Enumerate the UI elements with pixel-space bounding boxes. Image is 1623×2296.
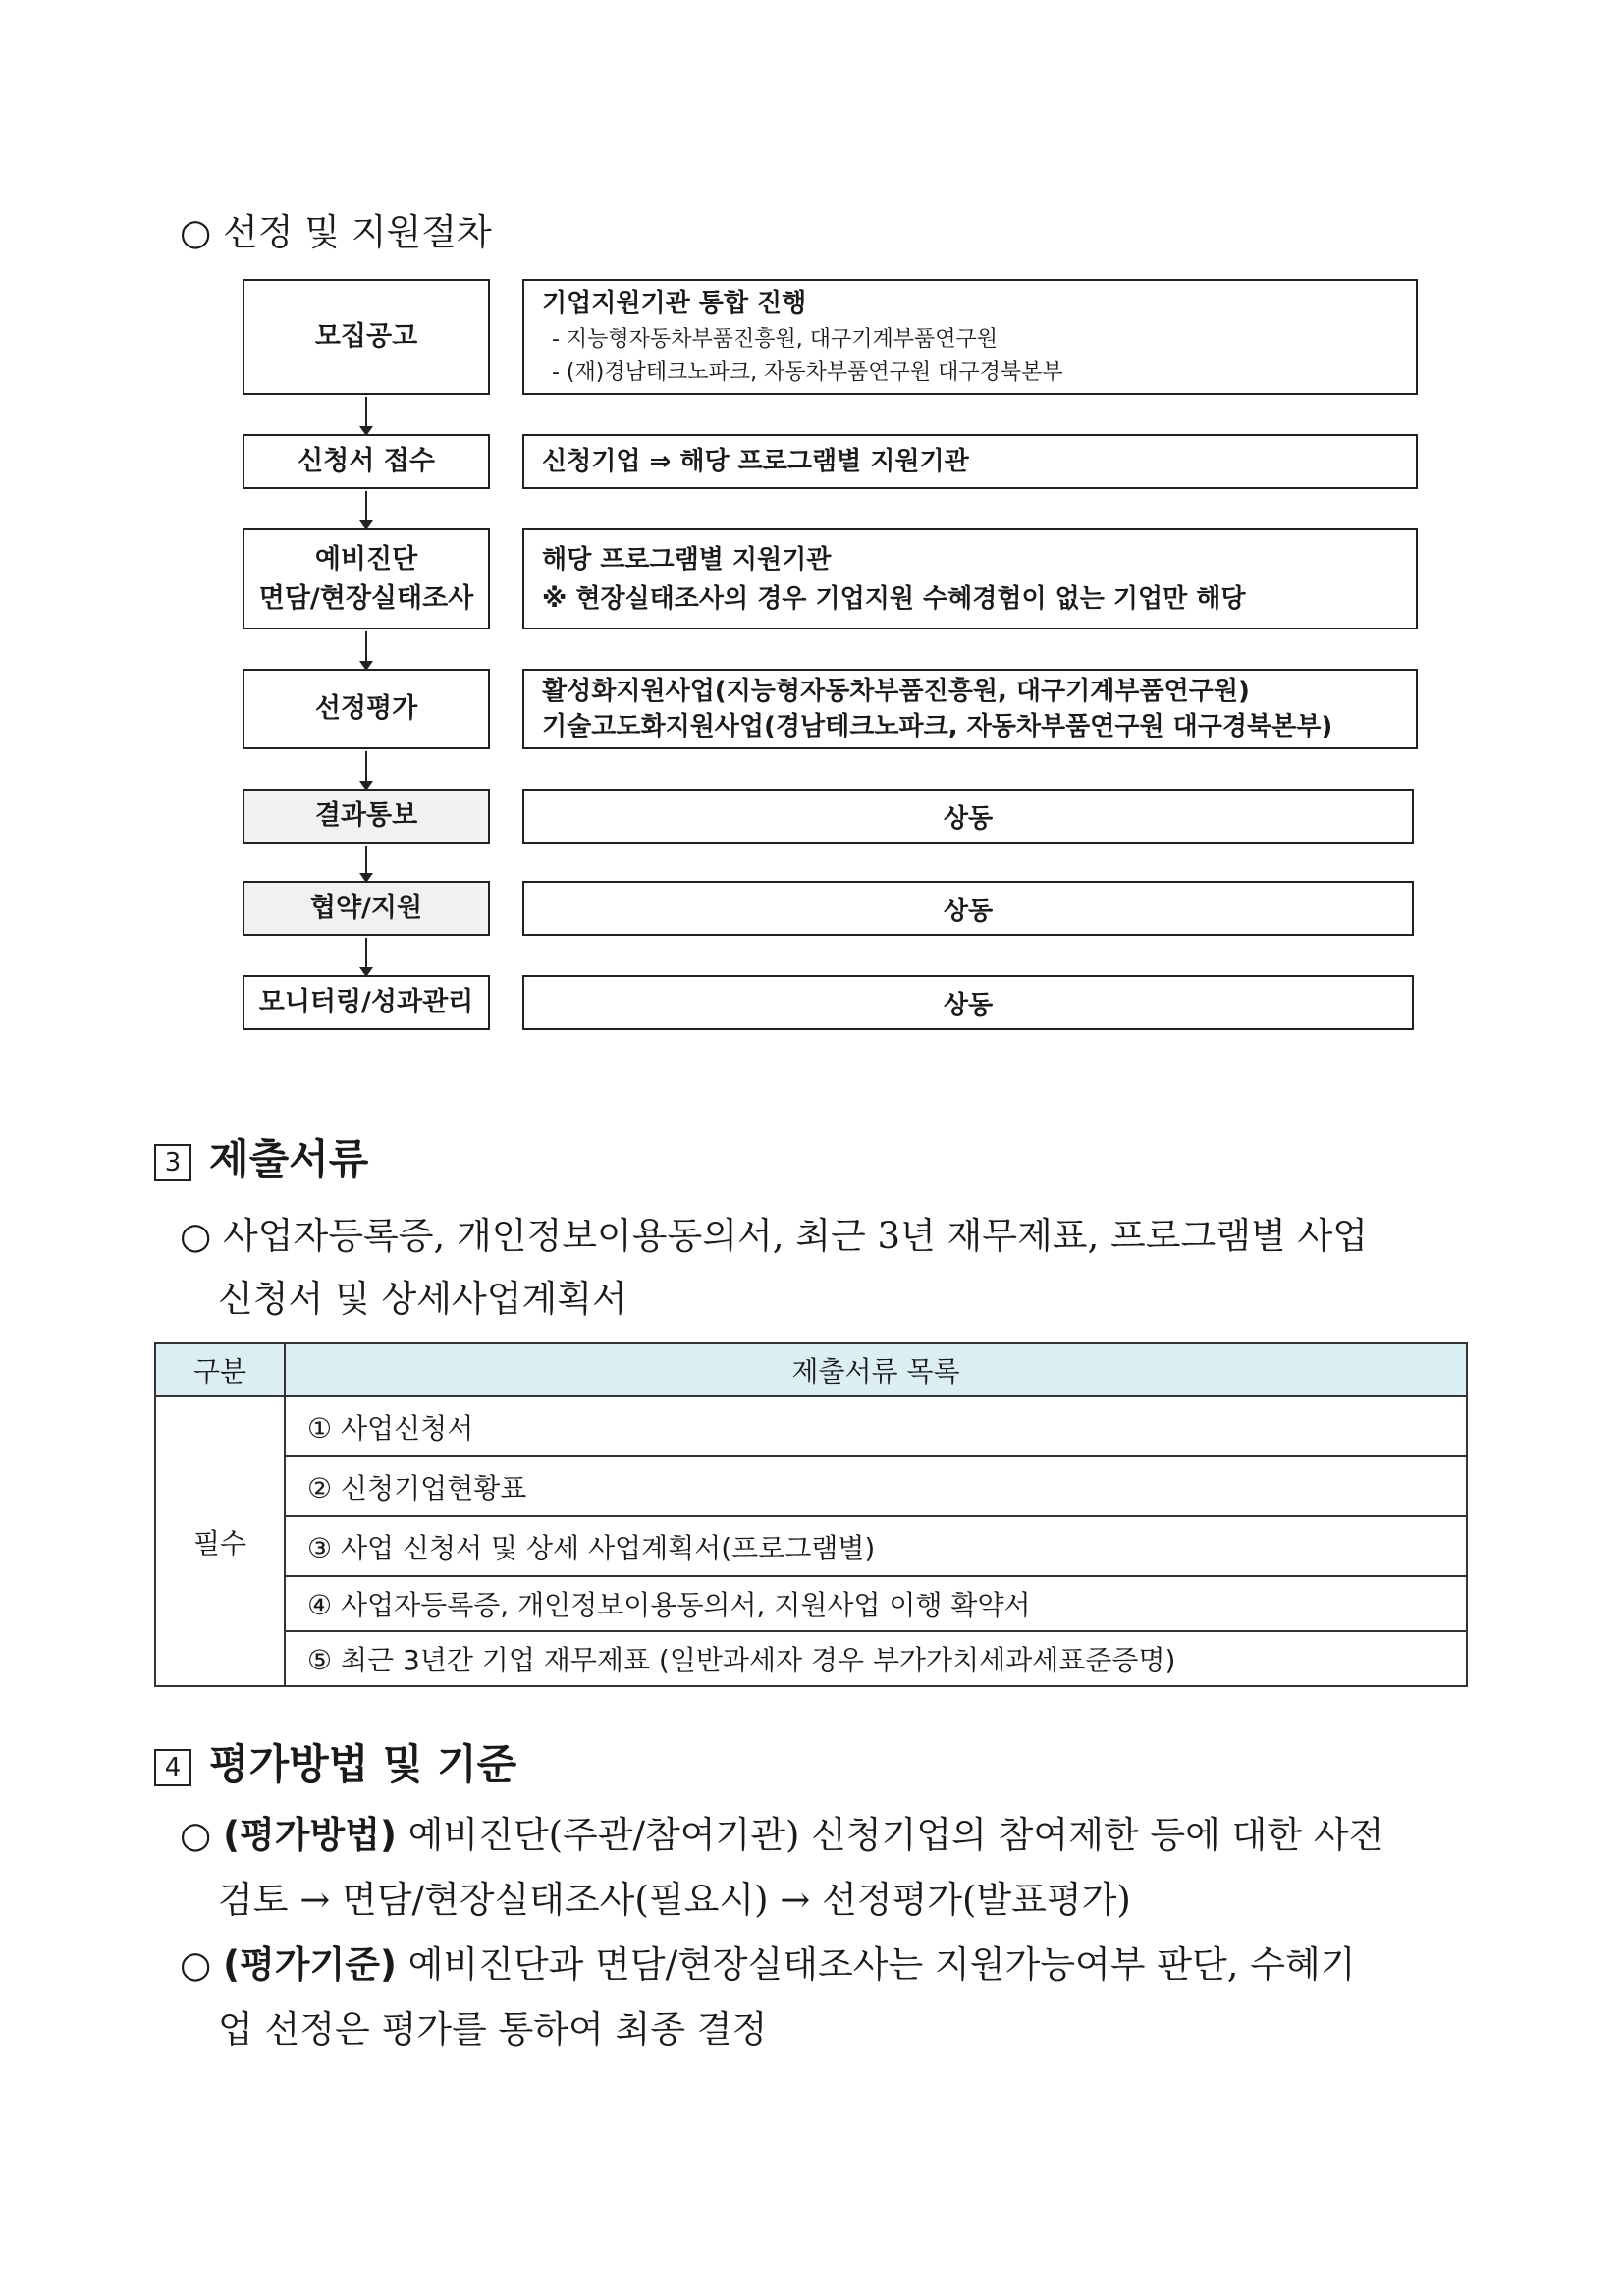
table-row [155,1456,1467,1516]
step-desc-note: ※ 현장실태조사의 경우 기업지원 수혜경험이 없는 기업만 해당 [542,583,1246,614]
step-desc-same: 상동 [943,896,994,926]
step-label-text: 모니터링/성과관리 [258,987,474,1017]
step-desc-recruitment [522,279,1418,395]
down-arrow-icon [365,751,367,789]
bullet-label-criteria: (평가기준) [223,1943,397,1986]
table-row [155,1516,1467,1576]
step-desc-monitoring [522,975,1414,1030]
table-row [155,1631,1467,1686]
step-label-text: 협약/지원 [309,893,423,923]
section3-title: 제출서류 [209,1135,369,1183]
table-item: ③ 사업 신청서 및 상세 사업계획서(프로그램별) [285,1516,1467,1576]
table-item: ⑤ 최근 3년간 기업 재무제표 (일반과세자 경우 부가가치세과세표준증명) [285,1631,1467,1686]
table-item: ④ 사업자등록증, 개인정보이용동의서, 지원사업 이행 확약서 [285,1576,1467,1631]
step-desc-bold: 기업지원기관 통합 진행 [542,289,807,318]
table-header-row [155,1343,1467,1396]
down-arrow-icon [365,846,367,881]
step-label-text: 결과통보 [314,800,418,831]
section4-bullet1-line1 [180,1805,1383,1858]
step-label-prediagnosis [243,528,490,629]
bullet-mark: ○ [180,1943,212,1986]
step-label-result [243,789,490,844]
step-label-text: 모집공고 [314,321,418,352]
step-desc-evaluation [522,669,1418,749]
step-desc-line: - (재)경남테크노파크, 자동차부품연구원 대구경북본부 [552,360,1063,385]
table-header-list: 제출서류 목록 [285,1343,1467,1396]
section4-bullet2-line2: 업 선정은 평가를 통하여 최종 결정 [218,2008,768,2050]
down-arrow-icon [365,491,367,528]
table-item: ① 사업신청서 [285,1396,1467,1456]
step-desc-result [522,789,1414,844]
step-label-application [243,434,490,489]
bullet-text: 예비진단과 면담/현장실태조사는 지원가능여부 판단, 수혜기 [396,1943,1356,1986]
step-desc-line: - 지능형자동차부품진흥원, 대구기계부품연구원 [552,327,998,352]
down-arrow-icon [365,631,367,669]
section4-bullet1-line2: 검토 → 면담/현장실태조사(필요시) → 선정평가(발표평가) [218,1879,1131,1921]
section-number-box: 3 [154,1144,191,1181]
table-row [155,1576,1467,1631]
section3-bullet-line1: ○ 사업자등록증, 개인정보이용동의서, 최근 3년 재무제표, 프로그램별 사업 [180,1215,1368,1257]
step-label-evaluation [243,669,490,749]
section4-heading [154,1732,516,1791]
step-desc-bold: 해당 프로그램별 지원기관 [542,544,832,574]
step-label-recruitment [243,279,490,395]
step-label-text: 면담/현장실태조사 [258,582,474,614]
section4-title: 평가방법 및 기준 [209,1740,517,1788]
section3-heading [154,1127,368,1186]
procedure-heading: ○ 선정 및 지원절차 [180,211,492,253]
step-label-text: 신청서 접수 [298,446,435,476]
bullet-mark: ○ [180,1814,212,1856]
section-number-box: 4 [154,1749,191,1786]
bullet-label-method: (평가방법) [223,1814,397,1856]
documents-table [154,1342,1468,1687]
step-desc-application [522,434,1418,489]
table-row [155,1396,1467,1456]
step-label-text: 선정평가 [314,693,418,724]
step-desc-same: 상동 [943,990,994,1020]
down-arrow-icon [365,938,367,975]
step-desc-prediagnosis [522,528,1418,629]
down-arrow-icon [365,397,367,434]
step-label-text: 예비진단 [314,543,418,574]
table-item: ② 신청기업현황표 [285,1456,1467,1516]
table-header-category: 구분 [155,1343,285,1396]
section4-bullet2-line1 [180,1935,1355,1988]
step-desc-bold: 신청기업 ⇒ 해당 프로그램별 지원기관 [542,447,969,476]
step-desc-agreement [522,881,1414,936]
bullet-text: 예비진단(주관/참여기관) 신청기업의 참여제한 등에 대한 사전 [396,1814,1384,1856]
step-desc-same: 상동 [943,803,994,834]
table-category-required: 필수 [155,1396,285,1686]
section3-bullet-line2: 신청서 및 상세사업계획서 [218,1278,627,1320]
step-desc-bold: 기술고도화지원사업(경남테크노파크, 자동차부품연구원 대구경북본부) [542,712,1333,741]
step-desc-bold: 활성화지원사업(지능형자동차부품진흥원, 대구기계부품연구원) [542,677,1250,706]
step-label-monitoring [243,975,490,1030]
step-label-agreement [243,881,490,936]
